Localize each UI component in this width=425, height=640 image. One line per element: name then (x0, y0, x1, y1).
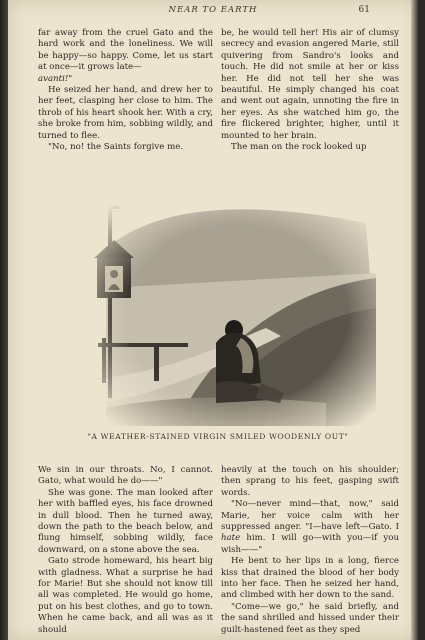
paragraph: heavily at the touch on his shoulder; then sprang to his feet, gasping swift words. (221, 465, 399, 498)
text-column-top-left (38, 28, 213, 153)
page-number: 61 (358, 5, 370, 15)
paragraph: be, he would tell her! His air of clumsy secrecy and evasion angered Marie, still quivering from Sandro's looks and touch. He did not smile at her or kiss her. He did not tell her she was beautiful. He simply changed his coat and went out again, unnoting the fire in her eyes. As she watched him go, the fire flickered brighter, higher, until it mounted to her brain. (221, 28, 399, 141)
book-page (8, 0, 418, 640)
paragraph-text: far away from the cruel Gato and the hard work and the loneliness. We will be happy—so happy. Come, let us start at once—it grows late— (38, 28, 213, 73)
paragraph: He seized her hand, and drew her to her feet, clasping her close to him. The throb of his heart shook her. With a cry, she broke from him, sobbing wildly, and turned to flee. (38, 85, 213, 141)
book-spine-shadow (0, 0, 8, 640)
italic-text: hate (221, 533, 241, 544)
paragraph-text: him. I will go—with you—if you wish——" (221, 533, 399, 555)
illustration-caption: "A WEATHER-STAINED VIRGIN SMILED WOODENLY OUT" (87, 432, 349, 441)
paragraph (38, 28, 213, 85)
text-column-bottom-right (221, 465, 399, 636)
text-column-bottom-left (38, 465, 213, 636)
paragraph: Gato strode homeward, his heart big with gladness. What a surprise he had for Marie! But she should not know till all was completed. He would go home, put on his best clothes, and go to town. When he came back, and all was as it should (38, 556, 213, 635)
paragraph: "Come—we go," he said briefly, and the sand shrilled and hissed under their guilt-hastened feet as they sped (221, 601, 399, 635)
page-header (38, 5, 388, 19)
page-edge (411, 0, 418, 640)
paragraph: The man on the rock looked up (231, 142, 367, 153)
paragraph-text: "No—never mind—that, now," said Marie, her voice calm with her suppressed anger. "I—have left—Gato. I (221, 499, 399, 533)
paragraph: She was gone. The man looked after her with baffled eyes, his face drowned in dull blood. Then he turned away, down the path to the beach below, and flung himself, sobbing wildly, face downward, on a stone above the sea. (38, 487, 213, 555)
italic-text: avanti!" (38, 73, 73, 84)
text-column-top-right (221, 28, 399, 153)
paragraph (221, 499, 399, 556)
paragraph: "No, no! the Saints forgive me. (48, 142, 184, 153)
illustration-wayside-shrine (66, 178, 376, 426)
paragraph: He bent to her lips in a long, fierce kiss that drained the blood of her body into her face. Then he seized her hand, and climbed with her down to the sand. (221, 556, 399, 601)
running-head: NEAR TO EARTH (168, 5, 258, 15)
paragraph: We sin in our throats. No, I cannot. Gato, what would he do——" (38, 465, 213, 487)
